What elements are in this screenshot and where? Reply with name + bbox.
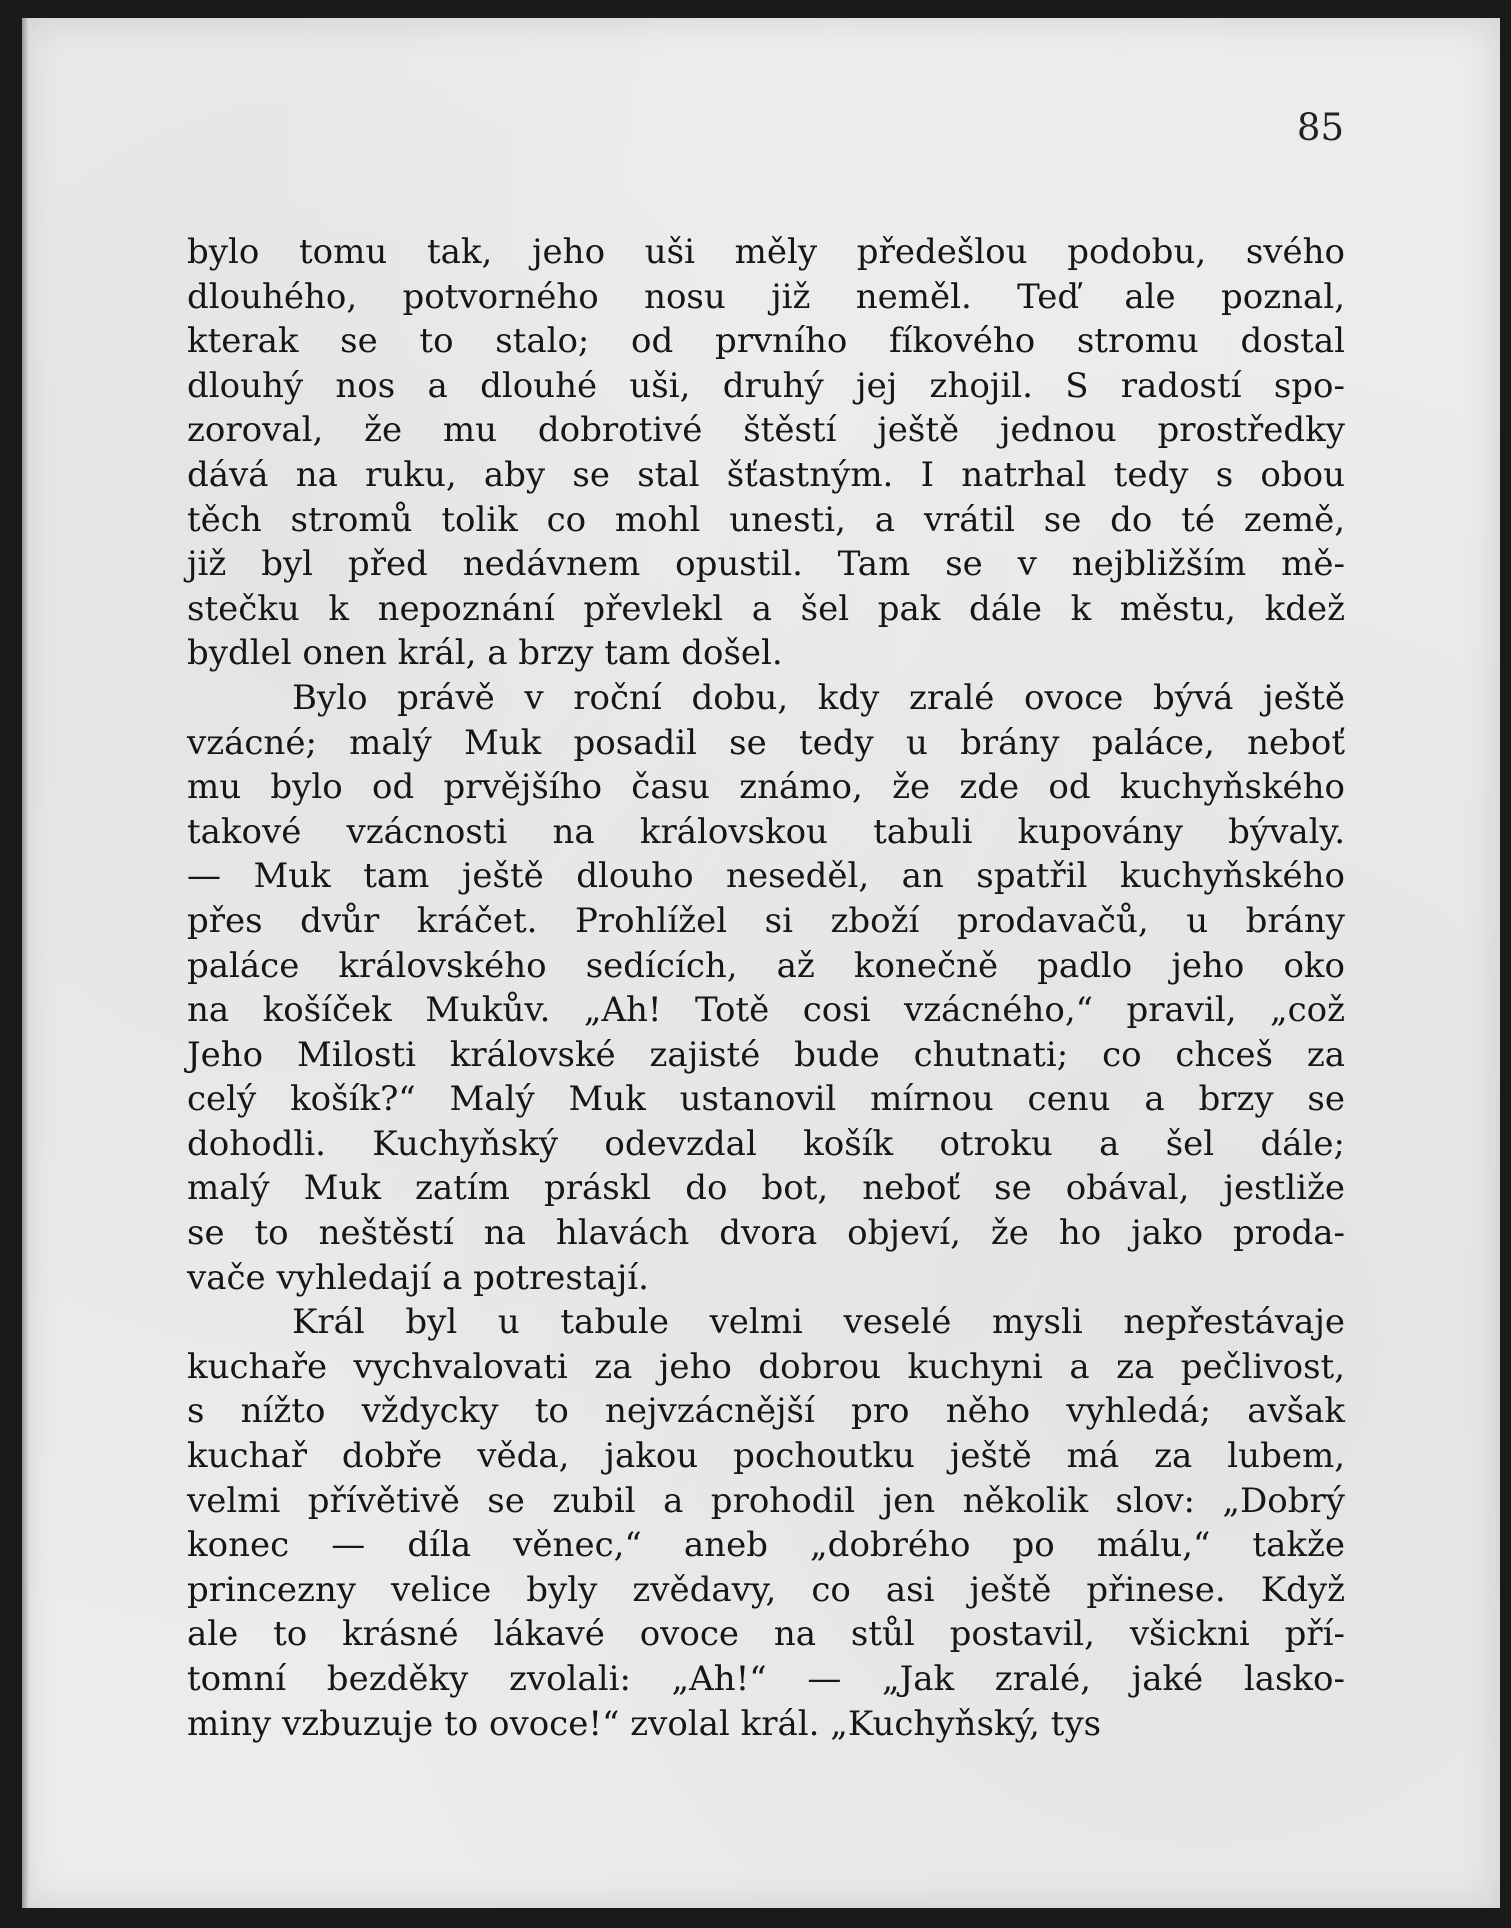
text-line: Bylo právě v roční dobu, kdy zralé ovoce bývá ještě — [292, 677, 1345, 718]
text-line: Jeho Milosti královské zajisté bude chutnati; co chceš za — [187, 1034, 1345, 1075]
text-line: tomní bezděky zvolali: „Ah!“ — „Jak zralé, jaké lasko- — [187, 1659, 1345, 1699]
text-line: přes dvůr kráčet. Prohlížel si zboží prodavačů, u brány — [187, 900, 1345, 941]
text-line: miny vzbuzuje to ovoce!“ zvolal král. „Kuchyňský, tys — [187, 1703, 1102, 1744]
text-line: takové vzácnosti na královskou tabuli kupovány bývaly. — [187, 811, 1345, 852]
page-edge-shadow — [22, 18, 30, 1908]
text-line: s nížto vždycky to nejvzácnější pro něho vyhledá; avšak — [187, 1391, 1345, 1432]
text-line: na košíček Mukův. „Ah! Totě cosi vzácného,“ pravil, „což — [187, 990, 1345, 1031]
paragraph — [187, 230, 1345, 676]
text-line: bylo tomu tak, jeho uši měly předešlou podobu, svého — [187, 232, 1345, 272]
text-line: vzácné; malý Muk posadil se tedy u brány paláce, neboť — [187, 722, 1345, 763]
text-line: dlouhý nos a dlouhé uši, druhý jej zhojil. S radostí spo- — [187, 365, 1345, 406]
text-line: kuchař dobře věda, jakou pochoutku ještě má za lubem, — [187, 1436, 1345, 1477]
text-line: konec — díla věnec,“ aneb „dobrého po málu,“ takže — [187, 1525, 1345, 1566]
text-line: bydlel onen král, a brzy tam došel. — [187, 633, 783, 674]
text-line: stečku k nepoznání převlekl a šel pak dále k městu, kdež — [187, 588, 1345, 629]
text-line: malý Muk zatím práskl do bot, neboť se obával, jestliže — [187, 1168, 1345, 1209]
text-line: — Muk tam ještě dlouho neseděl, an spatřil kuchyňského — [187, 856, 1345, 897]
paragraph — [187, 1300, 1345, 1746]
page-number: 85 — [1296, 106, 1344, 149]
text-line: dlouhého, potvorného nosu již neměl. Teď ale poznal, — [187, 276, 1345, 317]
text-line: princezny velice byly zvědavy, co asi ještě přinese. Když — [187, 1569, 1345, 1610]
text-line: celý košík?“ Malý Muk ustanovil mírnou cenu a brzy se — [187, 1079, 1345, 1120]
text-line: paláce královského sedících, až konečně padlo jeho oko — [187, 945, 1345, 986]
text-line: kterak se to stalo; od prvního fíkového stromu dostal — [187, 321, 1345, 362]
body-text — [187, 230, 1345, 1746]
text-line: kuchaře vychvalovati za jeho dobrou kuchyni a za pečlivost, — [187, 1346, 1345, 1387]
text-line: dohodli. Kuchyňský odevzdal košík otroku a šel dále; — [187, 1123, 1345, 1164]
text-line: velmi přívětivě se zubil a prohodil jen několik slov: „Dobrý — [187, 1480, 1345, 1521]
text-line: dává na ruku, aby se stal šťastným. I natrhal tedy s obou — [187, 454, 1345, 495]
book-page — [22, 18, 1500, 1908]
text-line: se to neštěstí na hlavách dvora objeví, že ho jako proda- — [187, 1213, 1345, 1254]
text-line: zoroval, že mu dobrotivé štěstí ještě jednou prostředky — [187, 410, 1345, 451]
paragraph — [187, 676, 1345, 1300]
text-line: těch stromů tolik co mohl unesti, a vrátil se do té země, — [187, 499, 1345, 540]
text-line: mu bylo od prvějšího času známo, že zde od kuchyňského — [187, 767, 1345, 808]
text-line: Král byl u tabule velmi veselé mysli nepřestávaje — [292, 1302, 1345, 1343]
text-line: již byl před nedávnem opustil. Tam se v nejbližším mě- — [187, 544, 1345, 585]
text-line: vače vyhledají a potrestají. — [187, 1257, 649, 1298]
text-line: ale to krásné lákavé ovoce na stůl postavil, všickni pří- — [187, 1614, 1345, 1655]
